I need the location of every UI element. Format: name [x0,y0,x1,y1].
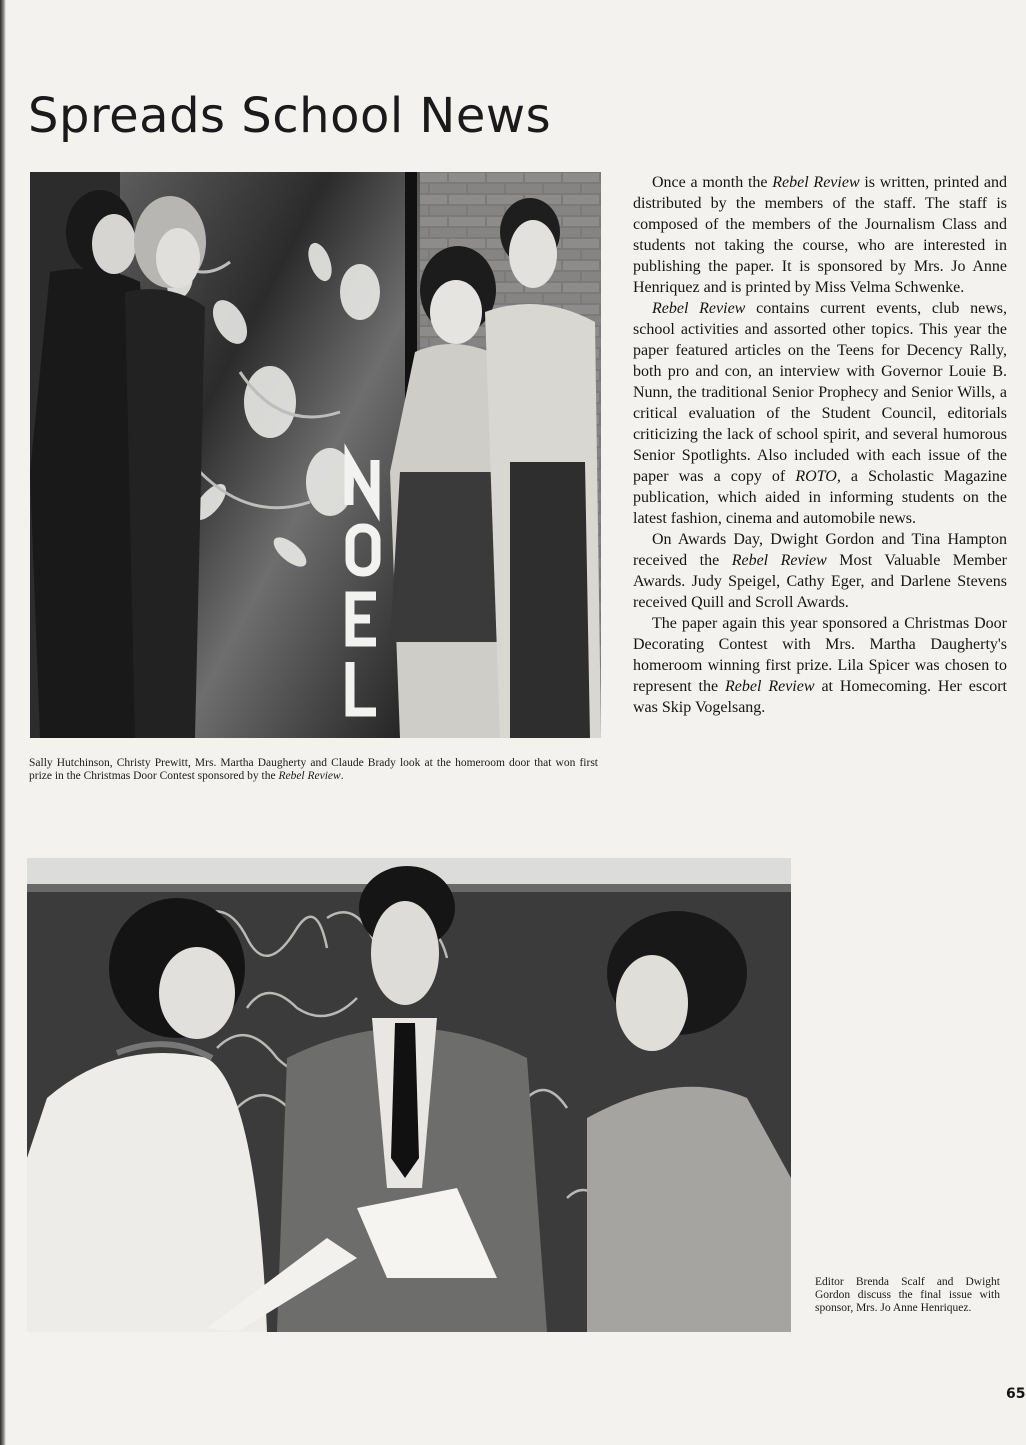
p1-text-b: is written, printed and distributed by the members of the staff. The staff is composed of the members of the Journalism Class and students not taking the course, who are interested in publishing the paper. It is sponsored by Mrs. Jo Anne Henriquez and is printed by Miss Velma Schwenke. [633,174,1007,296]
article-paragraph-3 [633,529,1007,613]
p2-text-a: contains current events, club news, school activities and assorted other topics. This year the paper featured articles on the Teens for Decency Rally, both pro and con, an interview with Governor Louie B. Nunn, the traditional Senior Prophecy and Senior Wills, a critical evaluation of the Student Council, editorials criticizing the lack of school spirit, and several humorous Senior Spotlights. Also included with each issue of the paper was a copy of [633,300,1007,485]
p3-text-a: On Awards Day, Dwight Gordon and Tina Hampton received the [633,531,1007,569]
photo-christmas-door-icon [30,172,601,738]
p3-text-b: Most Valuable Member Awards. Judy Speigel, Cathy Eger, and Darlene Stevens received Quill and Scroll Awards. [633,552,1007,611]
p4-text-a: The paper again this year sponsored a Christmas Door Decorating Contest with Mrs. Martha Daugherty's homeroom winning first prize. Lila Spicer was chosen to represent the [633,615,1007,695]
p4-italic: Rebel Review [725,678,815,695]
p1-italic: Rebel Review [772,174,860,191]
photo1-caption [29,757,598,783]
p2-italic-2: ROTO, [795,468,841,485]
caption1-italic-title: Rebel Review [278,770,341,782]
page-number: 65 [1006,1386,1026,1402]
christmas-door-photo [30,172,601,738]
p2-text-b: a Scholastic Magazine publication, which aided in informing students on the latest fashion, cinema and automobile news. [633,468,1007,527]
photo2-caption: Editor Brenda Scalf and Dwight Gordon discuss the final issue with sponsor, Mrs. Jo Anne Henriquez. [815,1276,1000,1314]
photo-chalkboard-discussion-icon [27,858,791,1332]
p4-text-b: at Homecoming. Her escort was Skip Vogelsang. [633,678,1007,716]
chalkboard-discussion-photo [27,858,791,1332]
caption1-end: . [340,770,344,782]
article-paragraph-4 [633,613,1007,718]
p3-italic: Rebel Review [731,552,827,569]
page-binding-edge [0,0,6,1445]
p1-text-a: Once a month the [652,174,773,191]
page-headline: Spreads School News [28,88,552,144]
article-paragraph-2 [633,298,1007,529]
caption1-text: Sally Hutchinson, Christy Prewitt, Mrs. Martha Daugherty and Claude Brady look at the homeroom door that won first prize in the Christmas Door Contest sponsored by the [29,757,598,782]
article-paragraph-1 [633,172,1007,298]
p2-italic-1: Rebel Review [652,300,746,317]
article-body [633,172,1007,718]
